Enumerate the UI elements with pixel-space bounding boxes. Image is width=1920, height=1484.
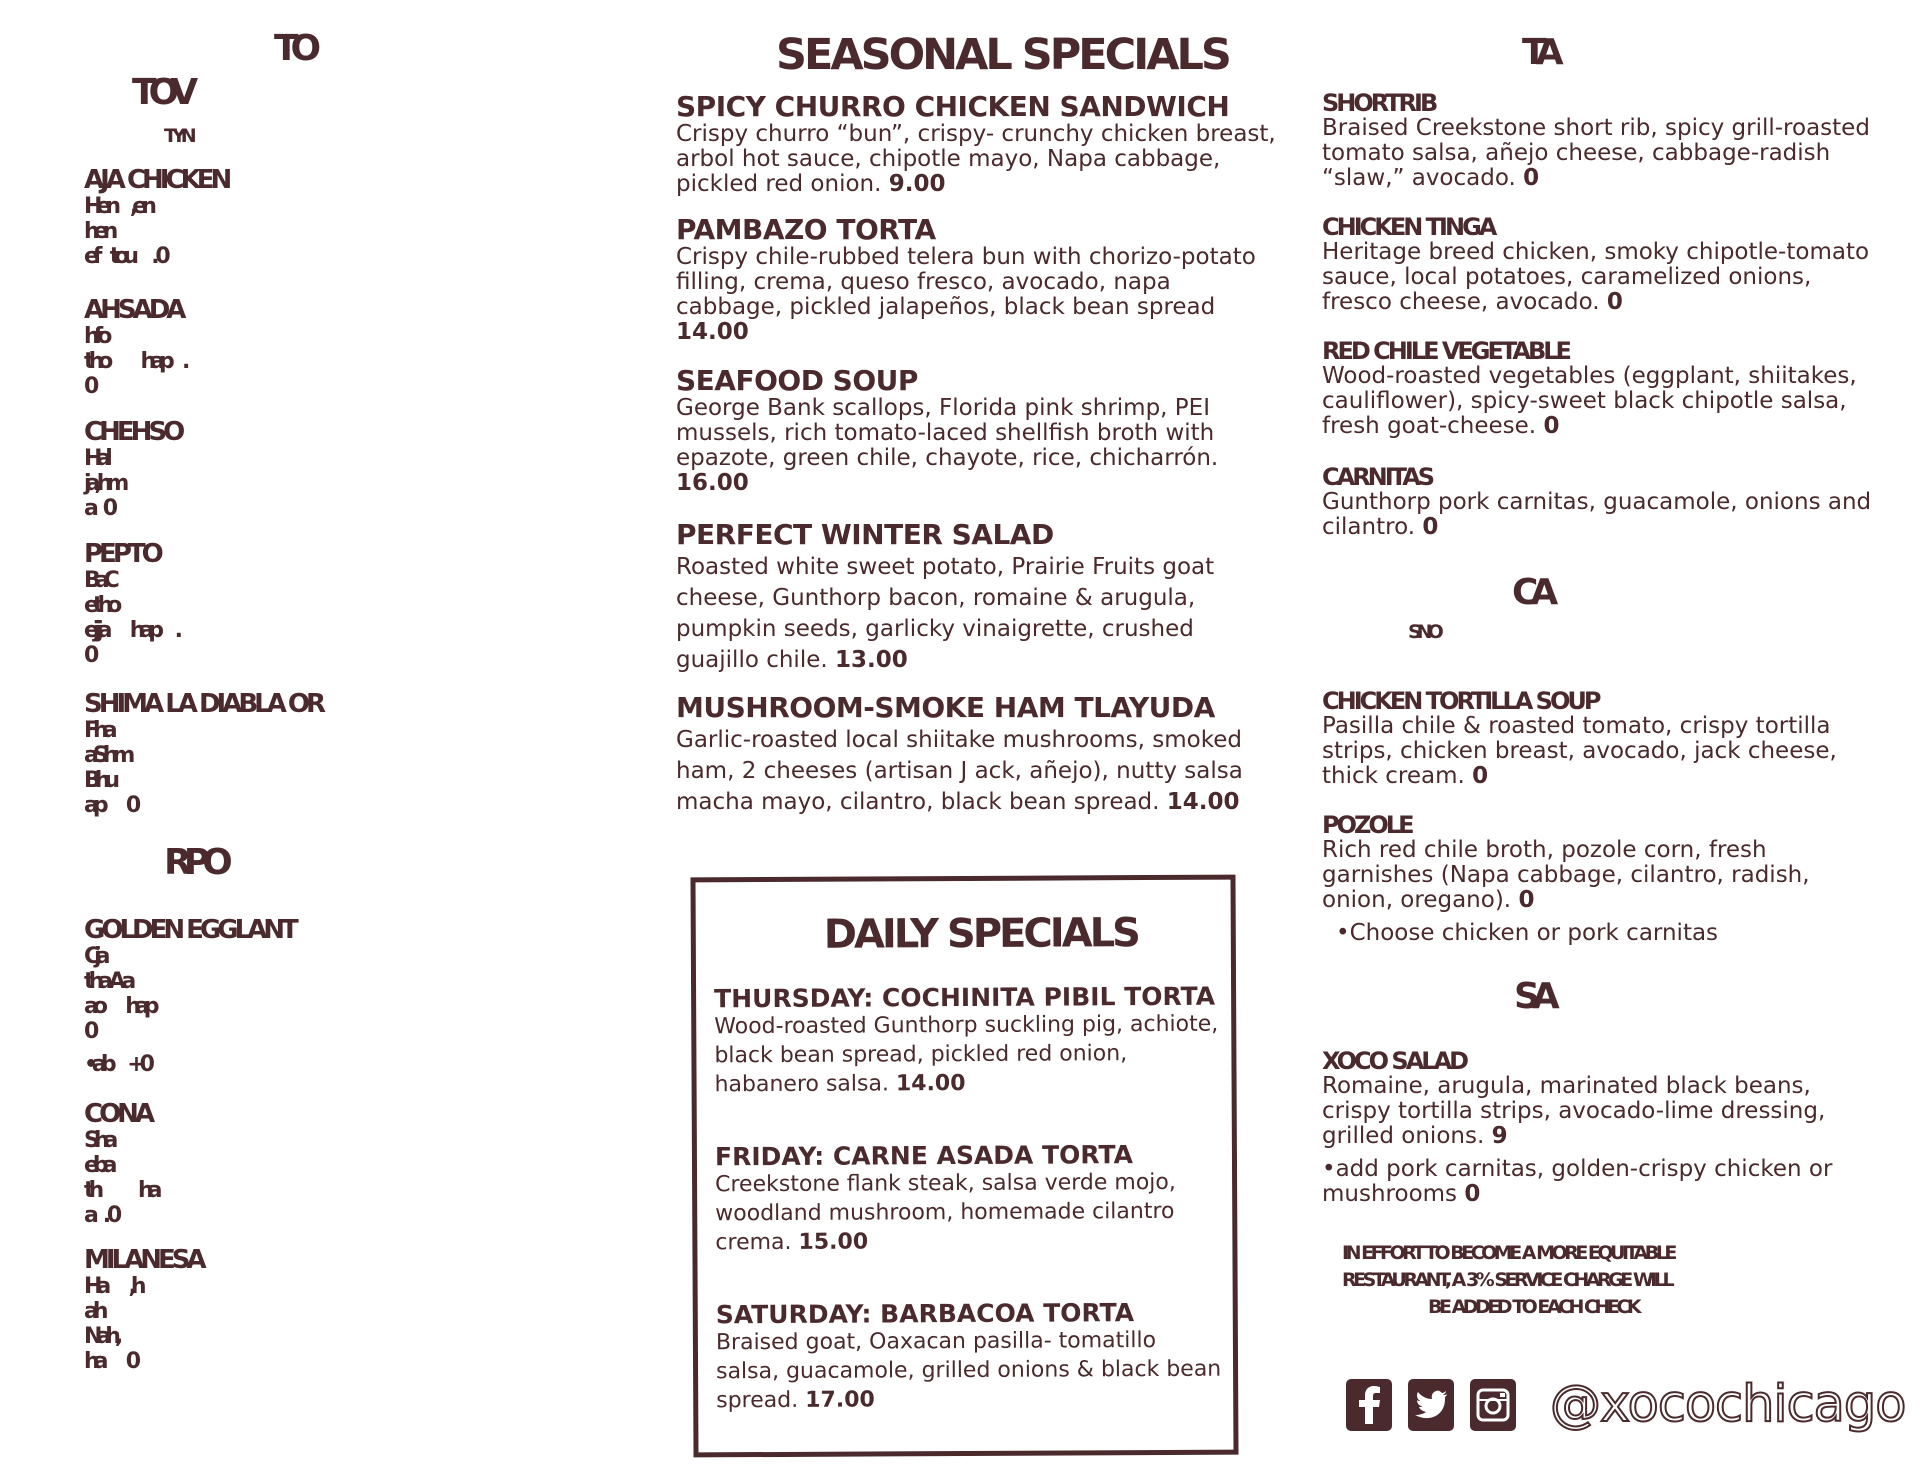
left-heading-1: TO: [274, 28, 314, 69]
twitter-icon[interactable]: [1408, 1379, 1454, 1431]
item-desc: Crispy churro “bun”, crispy- crunchy chicken breast, arbol hot sauce, chipotle mayo, Napa cabbage, pickled red onion. 9.00: [676, 121, 1276, 197]
left-item-line: Hal: [84, 446, 107, 471]
social-handle[interactable]: @xocochicago: [1550, 1375, 1906, 1434]
left-item-line: ha 0: [84, 1349, 136, 1374]
item-desc: Wood-roasted Gunthorp suckling pig, achiote, black bean spread, pickled red onion, habanero salsa. 14.00: [714, 1011, 1219, 1098]
left-item-name: GOLDEN EGGLANT: [84, 915, 295, 945]
seasonal-item-5: [676, 693, 1286, 818]
item-desc: Braised goat, Oaxacan pasilla- tomatillo salsa, guacamole, grilled onions & black bean spread. 17.00: [715, 1327, 1222, 1414]
left-item-line: Nah,: [84, 1324, 118, 1349]
item-name: RED CHILE VEGETABLE: [1322, 337, 1569, 365]
item-price: 0: [1518, 887, 1535, 913]
left-item-name: SHIMA LA DIABLA OR: [84, 689, 323, 719]
item-price: 14.00: [1166, 789, 1240, 815]
item-name: FRIDAY: CARNE ASADA TORTA: [714, 1140, 1134, 1172]
left-item-line: Bhu: [84, 768, 115, 793]
item-name: PERFECT WINTER SALAD: [676, 518, 1054, 551]
item-name: PAMBAZO TORTA: [676, 213, 936, 246]
left-item-line: etho: [84, 593, 117, 618]
left-item-line: Fha: [84, 718, 112, 743]
item-price: 0: [1422, 514, 1439, 540]
left-item-line: a . 0: [84, 1203, 117, 1228]
left-item-line: hfo: [84, 324, 107, 349]
right-item-5: [1322, 688, 1882, 789]
item-desc: Gunthorp pork carnitas, guacamole, onions and cilantro. 0: [1322, 489, 1872, 540]
right-item-4: [1322, 464, 1882, 540]
item-name: SEAFOOD SOUP: [676, 364, 918, 397]
item-price: 13.00: [835, 647, 908, 673]
left-item-addon: •ab +0: [84, 1052, 149, 1077]
item-desc: Braised Creekstone short rib, spicy grill-roasted tomato salsa, añejo cheese, cabbage-radish “slaw,” avocado. 0: [1322, 115, 1870, 191]
left-item-8: [84, 1246, 604, 1374]
salad-note: •add pork carnitas, golden-crispy chicken or mushrooms 0: [1322, 1156, 1833, 1207]
item-desc: Rich red chile broth, pozole corn, fresh garnishes (Napa cabbage, cilantro, radish, onion, oregano). 0: [1322, 837, 1810, 913]
left-item-line: ja,hm: [84, 471, 124, 496]
left-item-7: [84, 1100, 604, 1228]
left-item-name: PEPTO: [84, 539, 160, 569]
left-item-line: Sha: [84, 1128, 113, 1153]
daily-specials-box: [690, 875, 1238, 1458]
left-item-line: BaC: [84, 568, 114, 593]
item-desc: Roasted white sweet potato, Prairie Fruits goat cheese, Gunthorp bacon, romaine & arugula, pumpkin seeds, garlicky vinaigrette, crushed guajillo chile. 13.00: [676, 554, 1215, 673]
left-item-line: ah: [84, 1299, 103, 1324]
item-price: 0: [1606, 289, 1623, 315]
left-item-line: Hen ,en: [84, 194, 151, 219]
left-item-line: a 0: [84, 496, 113, 521]
left-item-line: Ha ,h: [84, 1274, 141, 1299]
item-desc: Heritage breed chicken, smoky chipotle-tomato sauce, local potatoes, caramelized onions, fresco cheese, avocado. 0: [1322, 239, 1870, 315]
right-item-1: [1322, 90, 1882, 191]
item-name: SATURDAY: BARBACOA TORTA: [715, 1298, 1135, 1330]
item-price: 14.00: [895, 1070, 966, 1097]
seasonal-item-2: [676, 215, 1276, 345]
item-name: SHORTRIB: [1322, 89, 1436, 117]
pozole-note: •Choose chicken or pork carnitas: [1336, 920, 1719, 946]
item-desc: Creekstone flank steak, salsa verde mojo, woodland mushroom, homemade cilantro crema. 15.00: [715, 1169, 1176, 1256]
seasonal-item-3: [676, 366, 1276, 496]
seasonal-item-1: [676, 92, 1276, 197]
left-item-line: 0: [84, 374, 94, 399]
notice-line: IN EFFORT TO BECOME A MORE EQUITABLE: [1342, 1242, 1674, 1264]
left-item-name: CONA: [84, 1099, 152, 1129]
item-desc: Romaine, arugula, marinated black beans, crispy tortilla strips, avocado-lime dressing, grilled onions. 9: [1322, 1073, 1826, 1149]
facebook-icon[interactable]: [1346, 1379, 1392, 1431]
item-price: 17.00: [805, 1387, 875, 1413]
right-item-3: [1322, 338, 1882, 439]
left-item-line: aShm: [84, 743, 130, 768]
left-item-line: tho hap .: [84, 349, 185, 374]
left-item-3: [84, 418, 604, 521]
left-item-line: eba: [84, 1153, 112, 1178]
item-price: 15.00: [798, 1229, 869, 1255]
item-price: 0: [1543, 413, 1560, 439]
left-item-name: AJA CHICKEN: [84, 165, 229, 195]
notice-line: BE ADDED TO EACH CHECK: [1428, 1296, 1639, 1318]
left-item-line: tha A a: [84, 969, 131, 994]
left-item-line: ao hap: [84, 994, 154, 1019]
left-item-1: [84, 166, 604, 269]
item-price: 0: [1464, 1181, 1481, 1207]
left-item-name: AHSADA: [84, 295, 183, 325]
right-item-7: [1322, 1048, 1882, 1207]
left-item-line: ap 0: [84, 793, 136, 818]
item-price: 9: [1491, 1123, 1508, 1149]
item-name: CHICKEN TORTILLA SOUP: [1322, 687, 1599, 715]
daily-specials-title: DAILY SPECIALS: [823, 910, 1139, 958]
right-heading-3: SA: [1514, 976, 1552, 1017]
left-item-line: ej ja hap .: [84, 618, 177, 643]
item-name: POZOLE: [1322, 811, 1412, 839]
left-item-line: 0: [84, 643, 94, 668]
item-desc: George Bank scallops, Florida pink shrimp, PEI mussels, rich tomato-laced shellfish broth with epazote, green chile, chayote, rice, chicharrón. 16.00: [676, 395, 1219, 496]
item-name: THURSDAY: COCHINITA PIBIL TORTA: [714, 981, 1216, 1014]
item-price: 9.00: [888, 171, 946, 197]
right-heading-1: TA: [1522, 32, 1556, 73]
right-item-6: [1322, 812, 1882, 946]
item-name: CHICKEN TINGA: [1322, 213, 1495, 241]
left-item-name: MILANESA: [84, 1245, 203, 1275]
left-item-line: hen: [84, 219, 113, 244]
right-heading-2: CA: [1512, 572, 1551, 613]
item-name: CARNITAS: [1322, 463, 1433, 491]
item-name: XOCO SALAD: [1322, 1047, 1467, 1075]
left-item-5: [84, 690, 604, 818]
right-subheading-2: SNO: [1408, 621, 1439, 643]
item-name: SPICY CHURRO CHICKEN SANDWICH: [676, 90, 1230, 123]
item-price: 0: [1472, 763, 1489, 789]
item-name: MUSHROOM-SMOKE HAM TLAYUDA: [676, 691, 1215, 724]
seasonal-specials-title: SEASONAL SPECIALS: [776, 30, 1229, 80]
left-item-line: Cja: [84, 944, 105, 969]
left-item-line: ef tou . 0: [84, 244, 165, 269]
daily-item-1: [714, 981, 1225, 1100]
social-links: [1346, 1375, 1905, 1434]
left-heading-2: TOV: [132, 72, 191, 113]
daily-item-2: [715, 1142, 1226, 1258]
left-subheading: TYN: [164, 125, 192, 147]
item-desc: Pasilla chile & roasted tomato, crispy tortilla strips, chicken breast, avocado, jack cheese, thick cream. 0: [1322, 713, 1837, 789]
left-item-line: th ha: [84, 1178, 157, 1203]
item-price: 0: [1523, 165, 1540, 191]
left-item-2: [84, 296, 604, 399]
item-desc: Crispy chile-rubbed telera bun with chorizo-potato filling, crema, queso fresco, avocado, napa cabbage, pickled jalapeños, black bean spread 14.00: [676, 244, 1256, 345]
service-charge-notice: [1342, 1240, 1742, 1321]
item-price: 14.00: [676, 319, 749, 345]
seasonal-item-4: [676, 520, 1276, 676]
daily-item-3: [716, 1300, 1227, 1416]
item-desc: Wood-roasted vegetables (eggplant, shiitakes, cauliflower), spicy-sweet black chipotle salsa, fresh goat-cheese. 0: [1322, 363, 1857, 439]
left-section-2-heading: RPO: [164, 842, 225, 883]
notice-line: RESTAURANT, A 3% SERVICE CHARGE WILL: [1342, 1269, 1672, 1291]
item-desc: Garlic-roasted local shiitake mushrooms, smoked ham, 2 cheeses (artisan J ack, añejo), nutty salsa macha mayo, cilantro, black bean spread. 14.00: [676, 727, 1243, 815]
instagram-icon[interactable]: [1470, 1379, 1516, 1431]
left-item-6: [84, 916, 604, 1077]
right-item-2: [1322, 214, 1882, 315]
item-price: 16.00: [676, 470, 749, 496]
left-item-4: [84, 540, 604, 668]
left-item-name: CHEHSO: [84, 417, 182, 447]
left-item-line: 0: [84, 1019, 94, 1044]
